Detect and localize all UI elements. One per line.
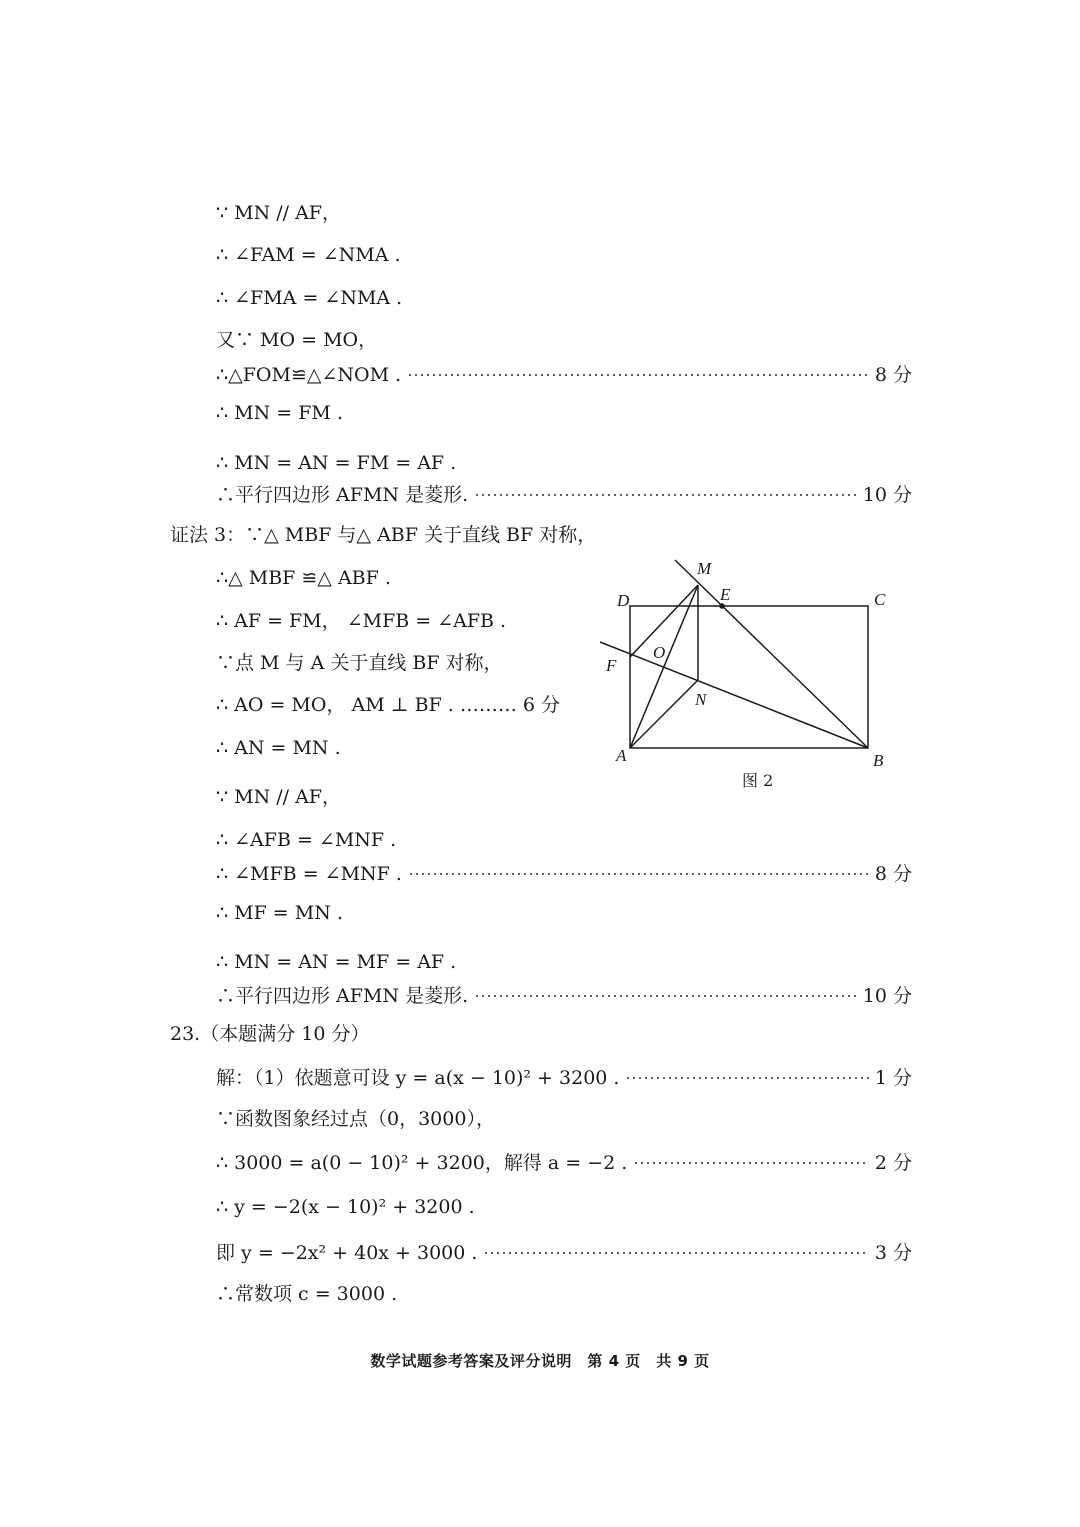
- leader-dots: [625, 1077, 868, 1079]
- label-o: O: [653, 643, 666, 662]
- scored-proof-line: [216, 983, 912, 1009]
- scored-proof-line: [216, 362, 912, 388]
- score-points: 8 分: [874, 364, 912, 386]
- proof-line: 又∵ MO = MO，: [216, 329, 378, 351]
- solution-line: ∴常数项 c = 3000 .: [216, 1283, 398, 1305]
- segment-am: [630, 585, 698, 748]
- scored-proof-line: [216, 861, 912, 887]
- scored-solution-line: [216, 1240, 912, 1266]
- proof-step: ∴△FOM≌△∠NOM .: [216, 364, 402, 386]
- label-c: C: [874, 590, 886, 609]
- page-footer: 数学试题参考答案及评分说明 第 4 页 共 9 页: [370, 1352, 710, 1370]
- label-n: N: [695, 690, 707, 709]
- label-e: E: [720, 585, 731, 604]
- leader-dots: [407, 374, 869, 376]
- proof-line: ∴ MN = FM .: [216, 402, 343, 424]
- proof-step: ∴ ∠MFB = ∠MNF .: [216, 863, 402, 885]
- solution-step: 解：（1）依题意可设 y = a(x − 10)² + 3200 .: [216, 1067, 620, 1089]
- proof-step: ∴平行四边形 AFMN 是菱形.: [216, 484, 469, 506]
- label-d: D: [617, 591, 630, 610]
- leader-dots: [483, 1252, 868, 1254]
- proof-line: ∴ ∠FAM = ∠NMA .: [216, 244, 401, 266]
- solution-line: ∵函数图象经过点（0，3000），: [216, 1108, 495, 1130]
- scored-solution-line: [216, 1150, 912, 1176]
- label-m: M: [697, 559, 712, 578]
- label-f: F: [606, 656, 617, 675]
- geometry-figure: [590, 555, 920, 800]
- proof-line: ∴ AO = MO， AM ⊥ BF . ……… 6 分: [216, 694, 561, 716]
- proof-line: ∴ MN = AN = FM = AF .: [216, 452, 457, 474]
- leader-dots: [474, 995, 857, 997]
- scored-proof-line: [216, 482, 912, 508]
- proof-line: ∵ MN // AF，: [216, 786, 341, 808]
- question-heading: 23.（本题满分 10 分）: [170, 1023, 370, 1045]
- score-points: 10 分: [862, 484, 912, 506]
- figure-caption: 图 2: [742, 771, 774, 790]
- label-a: A: [616, 746, 627, 765]
- scored-solution-line: [216, 1065, 912, 1091]
- proof-line: ∴△ MBF ≌△ ABF .: [216, 567, 391, 589]
- score-points: 10 分: [862, 985, 912, 1007]
- point-e: [719, 603, 725, 609]
- score-points: 2 分: [874, 1152, 912, 1174]
- score-points: 8 分: [874, 863, 912, 885]
- proof-line: ∵ MN // AF，: [216, 202, 341, 224]
- segment-an: [630, 680, 698, 748]
- proof-line: ∴ AF = FM， ∠MFB = ∠AFB .: [216, 610, 507, 632]
- proof-line: ∴ AN = MN .: [216, 737, 341, 759]
- proof-method-heading: 证法 3：∵△ MBF 与△ ABF 关于直线 BF 对称，: [170, 524, 597, 546]
- proof-line: ∴ ∠AFB = ∠MNF .: [216, 829, 397, 851]
- solution-step: 即 y = −2x² + 40x + 3000 .: [216, 1242, 478, 1264]
- line-bf: [600, 642, 868, 748]
- solution-line: ∴ y = −2(x − 10)² + 3200 .: [216, 1196, 475, 1218]
- proof-line: ∴ ∠FMA = ∠NMA .: [216, 287, 403, 309]
- score-points: 1 分: [874, 1067, 912, 1089]
- rectangle-abcd: [630, 606, 868, 748]
- proof-line: ∴ MN = AN = MF = AF .: [216, 951, 457, 973]
- proof-line: ∵点 M 与 A 关于直线 BF 对称，: [216, 652, 503, 674]
- leader-dots: [474, 494, 857, 496]
- proof-line: ∴ MF = MN .: [216, 902, 343, 924]
- proof-step: ∴平行四边形 AFMN 是菱形.: [216, 985, 469, 1007]
- score-points: 3 分: [874, 1242, 912, 1264]
- label-b: B: [873, 751, 884, 770]
- solution-step: ∴ 3000 = a(0 − 10)² + 3200，解得 a = −2 .: [216, 1152, 628, 1174]
- leader-dots: [633, 1162, 869, 1164]
- leader-dots: [408, 873, 869, 875]
- line-mb: [675, 560, 868, 748]
